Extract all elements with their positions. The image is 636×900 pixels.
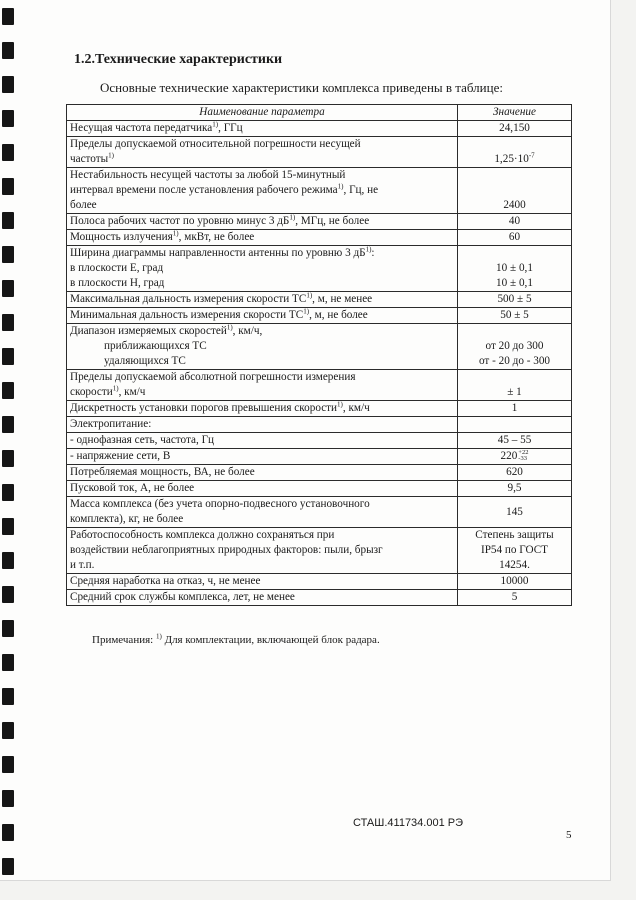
- binder-hole: [2, 416, 14, 433]
- param-cell: Минимальная дальность измерения скорости ТС$^{1)}$, м, не более: [67, 308, 458, 324]
- table-header-row: [67, 105, 572, 121]
- table-row: [67, 401, 572, 417]
- value-cell: 500 ± 5: [458, 292, 572, 308]
- param-cell: Мощность излучения$^{1)}$, мкВт, не более: [67, 230, 458, 246]
- value-cell: 40: [458, 214, 572, 230]
- param-cell: - напряжение сети, В: [67, 449, 458, 465]
- value-cell: $1,25\cdot 10^{-7}$: [458, 137, 572, 168]
- binder-hole: [2, 110, 14, 127]
- param-cell: - однофазная сеть, частота, Гц: [67, 433, 458, 449]
- value-cell: 24,150: [458, 121, 572, 137]
- binder-hole: [2, 620, 14, 637]
- footnote: [92, 634, 380, 646]
- table-row: [67, 370, 572, 401]
- header-param: Наименование параметра: [67, 105, 458, 121]
- table-row: [67, 246, 572, 292]
- value-cell: 145: [458, 497, 572, 528]
- binder-hole: [2, 654, 14, 671]
- binder-hole: [2, 280, 14, 297]
- param-cell: Масса комплекса (без учета опорно-подвесного установочного комплекта), кг, не более: [67, 497, 458, 528]
- table-row: [67, 465, 572, 481]
- param-cell: Пределы допускаемой относительной погрешности несущей частоты$^{1)}$: [67, 137, 458, 168]
- table-row: [67, 433, 572, 449]
- footnote-marker: 1): [155, 632, 162, 641]
- binder-hole: [2, 212, 14, 229]
- binder-hole: [2, 42, 14, 59]
- value-cell: 2400: [458, 168, 572, 214]
- table-row: [67, 168, 572, 214]
- binder-hole: [2, 688, 14, 705]
- footnote-label: Примечания:: [92, 634, 154, 646]
- binder-hole: [2, 586, 14, 603]
- binder-hole: [2, 144, 14, 161]
- table-row: [67, 481, 572, 497]
- param-cell: Ширина диаграммы направленности антенны по уровню 3 $дБ^{1)}$: в плоскости E, град в плоскости H, град: [67, 246, 458, 292]
- param-cell: Средний срок службы комплекса, лет, не менее: [67, 590, 458, 606]
- binder-hole: [2, 518, 14, 535]
- param-cell: Диапазон измеряемых скоростей$^{1)}$, км/ч, приближающихся ТС удаляющихся ТС: [67, 324, 458, 370]
- value-cell: 50 ± 5: [458, 308, 572, 324]
- table-row: [67, 497, 572, 528]
- binder-hole: [2, 756, 14, 773]
- table-row: [67, 308, 572, 324]
- value-cell: 5: [458, 590, 572, 606]
- binder-hole: [2, 8, 14, 25]
- specifications-table: [66, 104, 572, 606]
- binder-hole: [2, 348, 14, 365]
- param-cell: Несущая частота передатчика$^{1)}$, ГГц: [67, 121, 458, 137]
- binder-hole: [2, 382, 14, 399]
- value-cell: [458, 417, 572, 433]
- binder-hole: [2, 484, 14, 501]
- binder-hole: [2, 314, 14, 331]
- param-cell: Полоса рабочих частот по уровню минус 3 $дБ^{1)}$, МГц, не более: [67, 214, 458, 230]
- value-cell: 220 +22 -33: [458, 449, 572, 465]
- param-cell: Потребляемая мощность, ВА, не более: [67, 465, 458, 481]
- binder-hole: [2, 552, 14, 569]
- value-cell: 9,5: [458, 481, 572, 497]
- param-cell: Максимальная дальность измерения скорости ТС$^{1)}$, м, не менее: [67, 292, 458, 308]
- document-code: СТАШ.411734.001 РЭ: [353, 817, 464, 829]
- table-row: [67, 121, 572, 137]
- table-row: [67, 590, 572, 606]
- binder-hole: [2, 790, 14, 807]
- binder-hole: [2, 858, 14, 875]
- binder-hole: [2, 450, 14, 467]
- value-cell: 1: [458, 401, 572, 417]
- table-row: [67, 574, 572, 590]
- table-row: [67, 449, 572, 465]
- table-row: [67, 324, 572, 370]
- binder-hole: [2, 76, 14, 93]
- binder-holes: [2, 0, 16, 880]
- binder-hole: [2, 824, 14, 841]
- value-cell: 10 ± 0,1 10 ± 0,1: [458, 246, 572, 292]
- value-cell: Степень защиты IP54 по ГОСТ 14254.: [458, 528, 572, 574]
- value-cell: от 20 до 300 от - 20 до - 300: [458, 324, 572, 370]
- value-cell: 60: [458, 230, 572, 246]
- param-cell: Дискретность установки порогов превышения скорости$^{1)}$, км/ч: [67, 401, 458, 417]
- table-row: [67, 292, 572, 308]
- binder-hole: [2, 178, 14, 195]
- param-cell: Работоспособность комплекса должно сохраняться при воздействии неблагоприятных природных факторов: пыли, брызг и т.п.: [67, 528, 458, 574]
- section-title: 1.2.Технические характеристики: [74, 52, 283, 67]
- value-cell: 620: [458, 465, 572, 481]
- binder-hole: [2, 722, 14, 739]
- param-cell: Нестабильность несущей частоты за любой 15-минутный интервал времени после установления рабочего режима$^{1)}$, Гц, не более: [67, 168, 458, 214]
- value-cell: 10000: [458, 574, 572, 590]
- value-cell: 45 – 55: [458, 433, 572, 449]
- table-row: [67, 214, 572, 230]
- table-row: [67, 230, 572, 246]
- param-cell: Пусковой ток, А, не более: [67, 481, 458, 497]
- table-row: [67, 528, 572, 574]
- header-value: Значение: [458, 105, 572, 121]
- intro-text: Основные технические характеристики комплекса приведены в таблице:: [100, 80, 503, 95]
- value-cell: ± 1: [458, 370, 572, 401]
- param-cell: Средняя наработка на отказ, ч, не менее: [67, 574, 458, 590]
- binder-hole: [2, 246, 14, 263]
- page-number: 5: [566, 829, 572, 841]
- table-row: [67, 417, 572, 433]
- table-row: [67, 137, 572, 168]
- param-cell: Электропитание:: [67, 417, 458, 433]
- param-cell: Пределы допускаемой абсолютной погрешности измерения скорости$^{1)}$, км/ч: [67, 370, 458, 401]
- footnote-text: Для комплектации, включающей блок радара.: [164, 634, 380, 646]
